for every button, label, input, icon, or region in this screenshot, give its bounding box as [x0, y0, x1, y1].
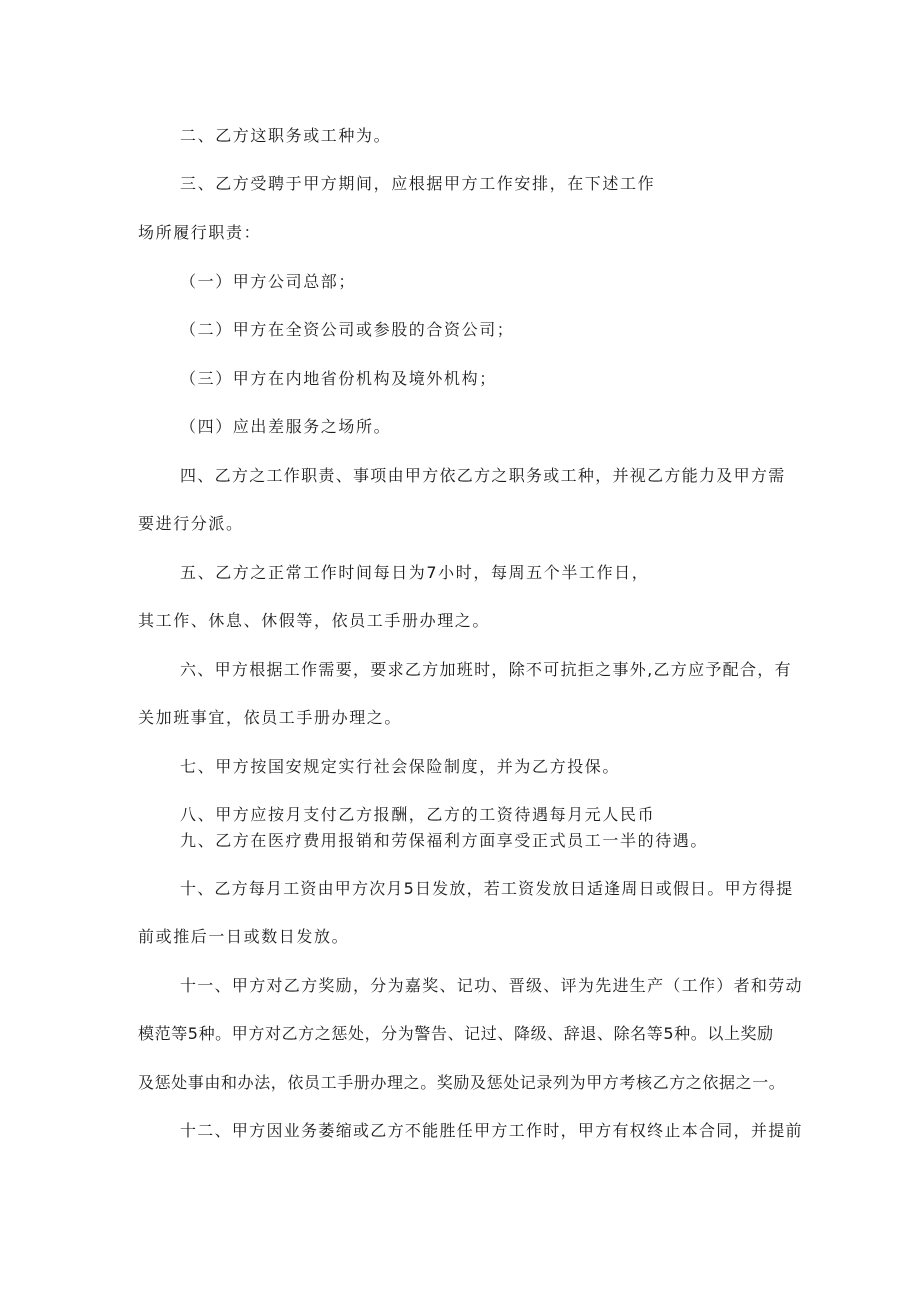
clause-8: 八、甲方应按月支付乙方报酬，乙方的工资待遇每月元人民币 [180, 805, 656, 824]
clause-3-line-2: 场所履行职责： [138, 223, 262, 242]
workplace-item-1: （一）甲方公司总部； [180, 272, 357, 291]
clause-11-line-3: 及惩处事由和办法，依员工手册办理之。奖励及惩处记录列为甲方考核乙方之依据之一。 [138, 1073, 786, 1092]
clause-6-line-1: 六、甲方根据工作需要，要求乙方加班时，除不可抗拒之事外,乙方应予配合，有 [180, 660, 792, 679]
clause-3-line-1: 三、乙方受聘于甲方期间，应根据甲方工作安排，在下述工作 [180, 174, 656, 193]
clause-6-line-2: 关加班事宜，依员工手册办理之。 [138, 708, 403, 727]
clause-5-line-2: 其工作、休息、休假等，依员工手册办理之。 [138, 611, 491, 630]
clause-10-line-2: 前或推后一日或数日发放。 [138, 927, 350, 946]
clause-10-line-1: 十、乙方每月工资由甲方次月5日发放，若工资发放日适逢周日或假日。甲方得提 [180, 879, 794, 898]
clause-4-line-2: 要进行分派。 [138, 514, 244, 533]
clause-5-line-1: 五、乙方之正常工作时间每日为7小时，每周五个半工作日， [180, 563, 650, 582]
clause-12-line-1: 十二、甲方因业务萎缩或乙方不能胜任甲方工作时，甲方有权终止本合同，并提前 [180, 1121, 803, 1140]
workplace-item-3: （三）甲方在内地省份机构及境外机构； [180, 369, 497, 388]
clause-11-line-1: 十一、甲方对乙方奖励，分为嘉奖、记功、晋级、评为先进生产（工作）者和劳动 [180, 976, 803, 995]
clause-2: 二、乙方这职务或工种为。 [180, 126, 392, 145]
clause-11-line-2: 模范等5种。甲方对乙方之惩处，分为警告、记过、降级、辞退、除名等5种。以上奖励 [138, 1024, 774, 1043]
workplace-item-4: （四）应出差服务之场所。 [180, 417, 392, 436]
clause-9: 九、乙方在医疗费用报销和劳保福利方面享受正式员工一半的待遇。 [180, 831, 709, 850]
clause-7: 七、甲方按国安规定实行社会保险制度，并为乙方投保。 [180, 757, 621, 776]
clause-4-line-1: 四、乙方之工作职责、事项由甲方依乙方之职务或工种，并视乙方能力及甲方需 [180, 466, 786, 485]
workplace-item-2: （二）甲方在全资公司或参股的合资公司； [180, 320, 515, 339]
